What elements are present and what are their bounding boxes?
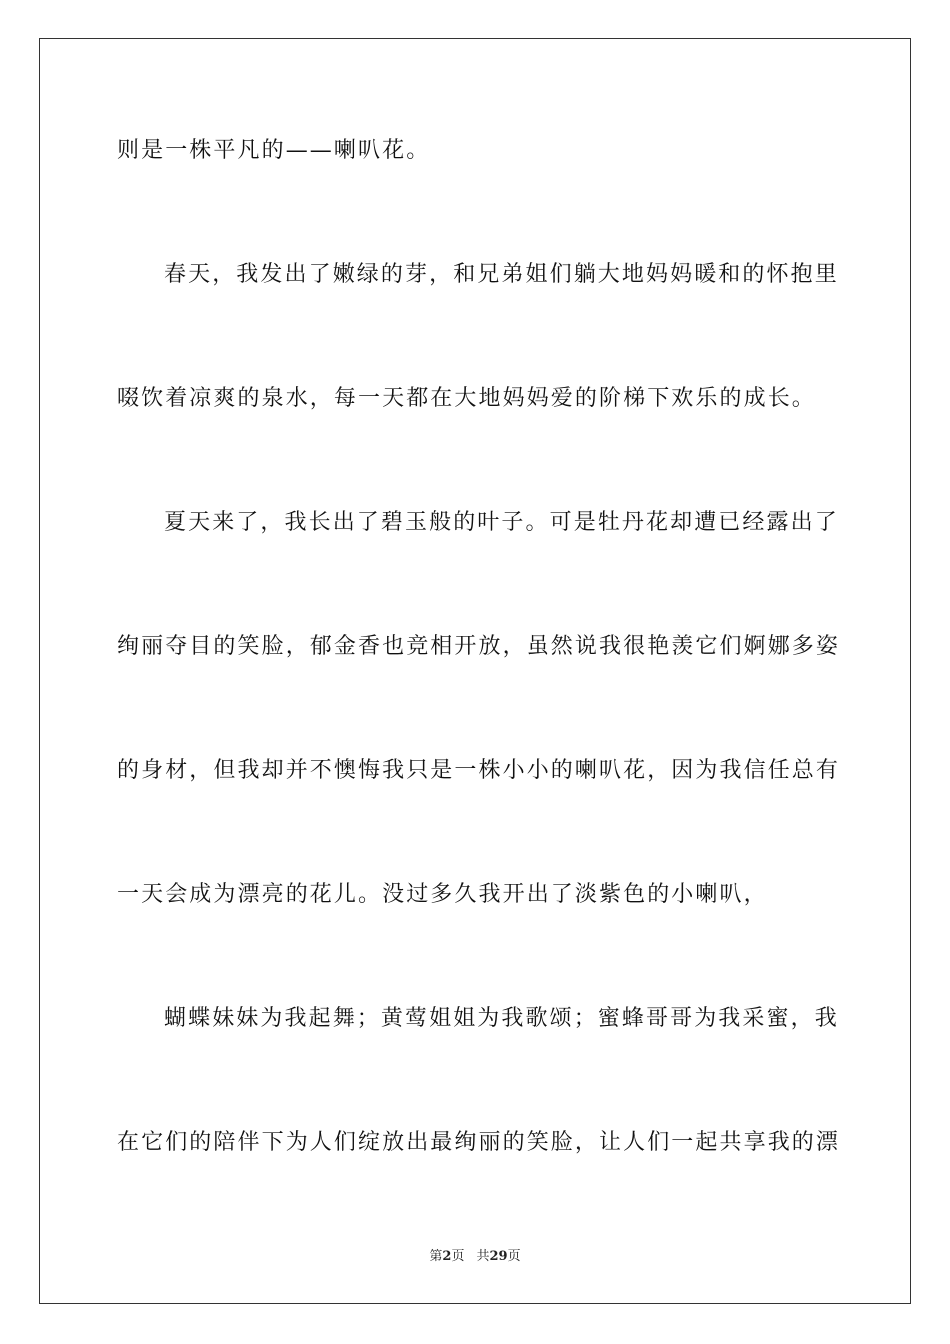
text-line: 一天会成为漂亮的花儿。没过多久我开出了淡紫色的小喇叭， — [117, 882, 768, 907]
text-line: 在它们的陪伴下为人们绽放出最绚丽的笑脸，让人们一起共享我的漂 — [117, 1130, 841, 1155]
paragraph-start-line: 蝴蝶妹妹为我起舞；黄莺姐姐为我歌颂；蜜蜂哥哥为我采蜜，我 — [164, 1006, 839, 1031]
text-line: 的身材，但我却并不懊悔我只是一株小小的喇叭花，因为我信任总有 — [117, 758, 841, 783]
page-suffix: 页 — [451, 1249, 465, 1264]
paragraph-start-line: 春天，我发出了嫩绿的芽，和兄弟姐们躺大地妈妈暖和的怀抱里 — [164, 262, 839, 287]
page-prefix: 第 — [429, 1249, 443, 1264]
page-border — [39, 38, 911, 1304]
page-footer — [0, 1248, 950, 1266]
page-number: 2 — [442, 1249, 452, 1264]
total-prefix: 共 — [476, 1249, 490, 1264]
text-line: 则是一株平凡的——喇叭花。 — [117, 138, 431, 163]
total-suffix: 页 — [507, 1249, 521, 1264]
total-pages: 29 — [489, 1249, 508, 1264]
paragraph-start-line: 夏天来了，我长出了碧玉般的叶子。可是牡丹花却遭已经露出了 — [164, 510, 839, 535]
text-line: 啜饮着凉爽的泉水，每一天都在大地妈妈爱的阶梯下欢乐的成长。 — [117, 386, 816, 411]
text-line: 绚丽夺目的笑脸，郁金香也竞相开放，虽然说我很艳羡它们婀娜多姿 — [117, 634, 841, 659]
